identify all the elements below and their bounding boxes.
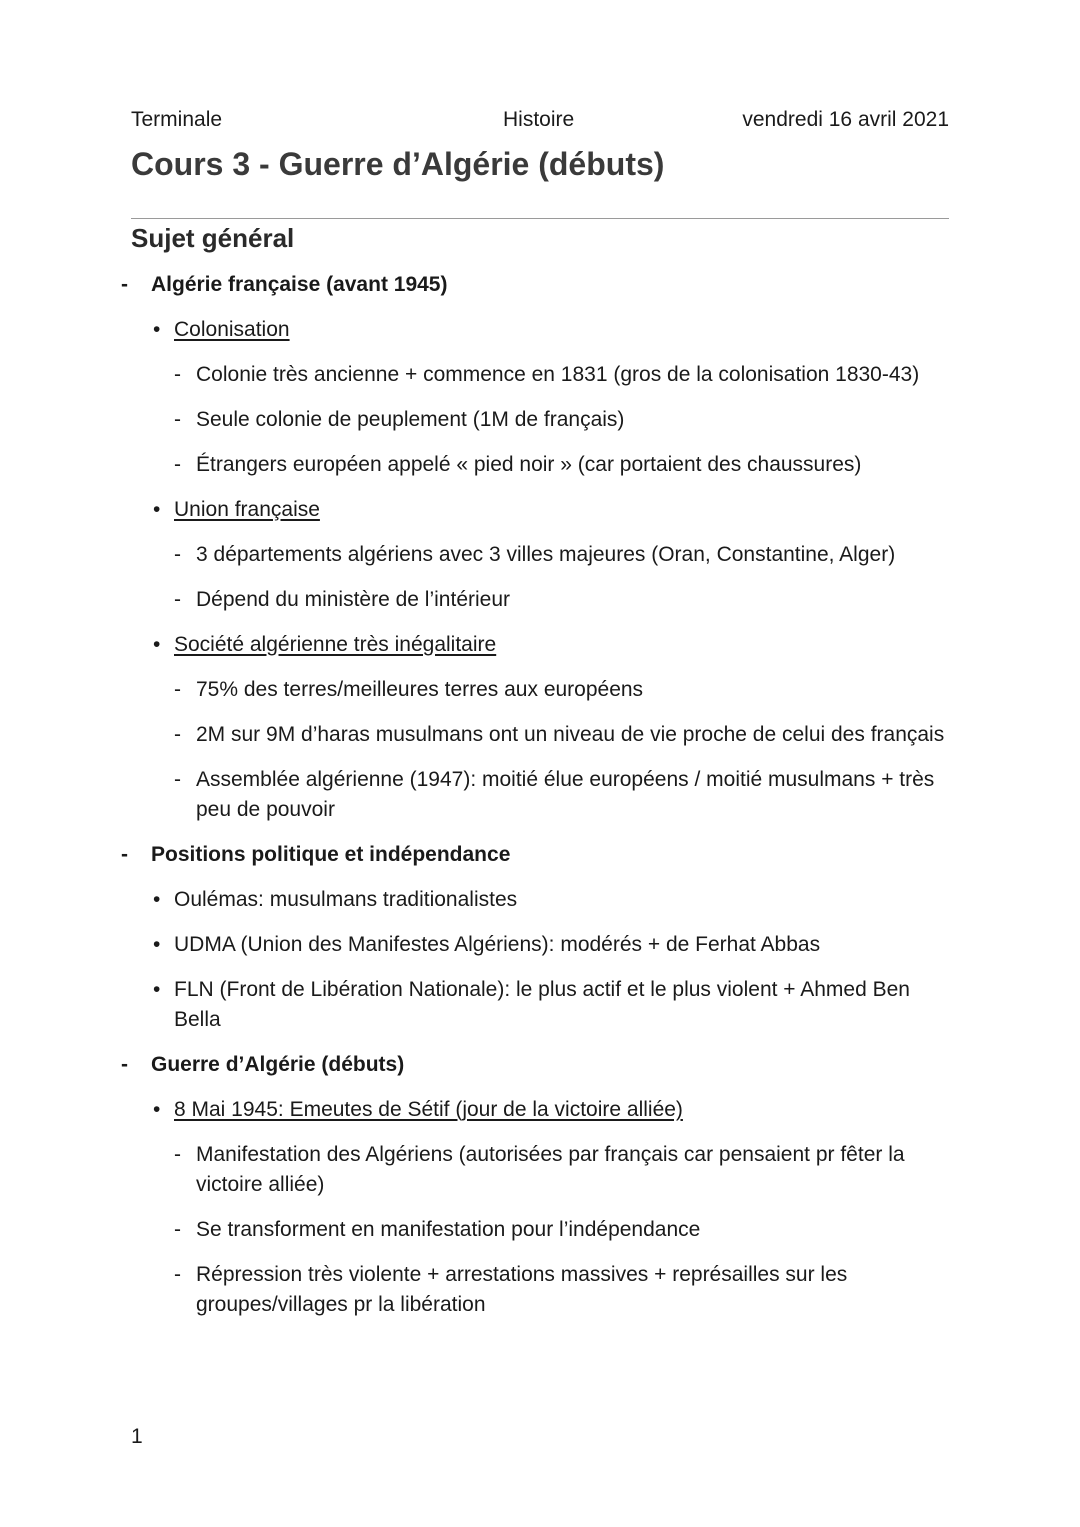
section-heading	[121, 1050, 951, 1080]
header-date: vendredi 16 avril 2021	[742, 108, 949, 131]
bullet-marker: •	[153, 1098, 161, 1121]
dash-marker: -	[174, 363, 181, 386]
sub-list-item-text: Colonie très ancienne + commence en 1831 (gros de la colonisation 1830-43)	[196, 363, 920, 386]
list-item-label: Société algérienne très inégalitaire	[174, 633, 497, 656]
list-item-text: Oulémas: musulmans traditionalistes	[174, 888, 518, 911]
sub-list-item-text: 2M sur 9M d’haras musulmans ont un niveau de vie proche de celui des français	[196, 723, 945, 746]
page-number: 1	[131, 1425, 143, 1448]
list-item	[121, 885, 951, 915]
document-page	[121, 0, 949, 1527]
page-title: Cours 3 - Guerre d’Algérie (débuts)	[131, 146, 665, 182]
header-subject: Histoire	[503, 108, 575, 131]
sub-list-item	[121, 1140, 951, 1200]
page-header	[131, 108, 949, 136]
sub-list-item	[121, 405, 951, 435]
dash-marker: -	[174, 1143, 181, 1166]
sub-list-item	[121, 585, 951, 615]
list-item-label: 8 Mai 1945: Emeutes de Sétif (jour de la victoire alliée)	[174, 1098, 683, 1121]
list-item	[121, 1095, 951, 1125]
dash-marker: -	[174, 678, 181, 701]
sub-list-item-text: Étrangers européen appelé « pied noir » (car portaient des chaussures)	[196, 453, 862, 476]
list-item-label: Colonisation	[174, 318, 290, 341]
title-divider	[131, 218, 949, 219]
sub-list-item-text: 3 départements algériens avec 3 villes majeures (Oran, Constantine, Alger)	[196, 543, 896, 566]
dash-marker: -	[174, 588, 181, 611]
sub-list-item-text: Assemblée algérienne (1947): moitié élue européens / moitié musulmans + très peu de pouvoir	[196, 768, 935, 821]
sub-list-item-text: Dépend du ministère de l’intérieur	[196, 588, 511, 611]
section-heading-text: Algérie française (avant 1945)	[151, 273, 448, 296]
dash-marker: -	[174, 723, 181, 746]
list-item-text: UDMA (Union des Manifestes Algériens): modérés + de Ferhat Abbas	[174, 933, 821, 956]
section-heading-text: Guerre d’Algérie (débuts)	[151, 1053, 405, 1076]
bullet-marker: •	[153, 633, 161, 656]
sub-list-item	[121, 765, 951, 825]
notes-content	[121, 270, 951, 1335]
sub-list-item-text: Manifestation des Algériens (autorisées par français car pensaient pr fêter la victoire alliée)	[196, 1143, 905, 1196]
list-item	[121, 495, 951, 525]
dash-marker: -	[121, 1053, 128, 1076]
bullet-marker: •	[153, 318, 161, 341]
dash-marker: -	[121, 273, 128, 296]
bullet-marker: •	[153, 498, 161, 521]
dash-marker: -	[121, 843, 128, 866]
list-item	[121, 930, 951, 960]
dash-marker: -	[174, 543, 181, 566]
section-positions-politiques	[121, 840, 951, 1035]
sub-list-item-text: Répression très violente + arrestations massives + représailles sur les groupes/villages pr la libération	[196, 1263, 848, 1316]
sub-list-item	[121, 675, 951, 705]
sub-list-item-text: Seule colonie de peuplement (1M de français)	[196, 408, 625, 431]
list-item	[121, 630, 951, 660]
bullet-marker: •	[153, 888, 161, 911]
sub-list-item	[121, 720, 951, 750]
bullet-marker: •	[153, 978, 161, 1001]
sub-list-item-text: Se transforment en manifestation pour l’indépendance	[196, 1218, 701, 1241]
dash-marker: -	[174, 768, 181, 791]
bullet-marker: •	[153, 933, 161, 956]
section-guerre-algerie	[121, 1050, 951, 1320]
header-level: Terminale	[131, 108, 223, 131]
dash-marker: -	[174, 1263, 181, 1286]
list-item-text: FLN (Front de Libération Nationale): le plus actif et le plus violent + Ahmed Ben Bella	[174, 978, 910, 1031]
list-item	[121, 315, 951, 345]
list-item-label: Union française	[174, 498, 320, 521]
section-heading	[121, 270, 951, 300]
sub-list-item	[121, 360, 951, 390]
sub-list-item	[121, 450, 951, 480]
dash-marker: -	[174, 1218, 181, 1241]
list-item	[121, 975, 951, 1035]
section-heading-text: Positions politique et indépendance	[151, 843, 511, 866]
dash-marker: -	[174, 408, 181, 431]
section-algerie-francaise	[121, 270, 951, 825]
sub-list-item-text: 75% des terres/meilleures terres aux européens	[196, 678, 644, 701]
section-heading	[121, 840, 951, 870]
sub-list-item	[121, 1260, 951, 1320]
sub-list-item	[121, 1215, 951, 1245]
sub-list-item	[121, 540, 951, 570]
subject-heading: Sujet général	[131, 223, 295, 253]
dash-marker: -	[174, 453, 181, 476]
